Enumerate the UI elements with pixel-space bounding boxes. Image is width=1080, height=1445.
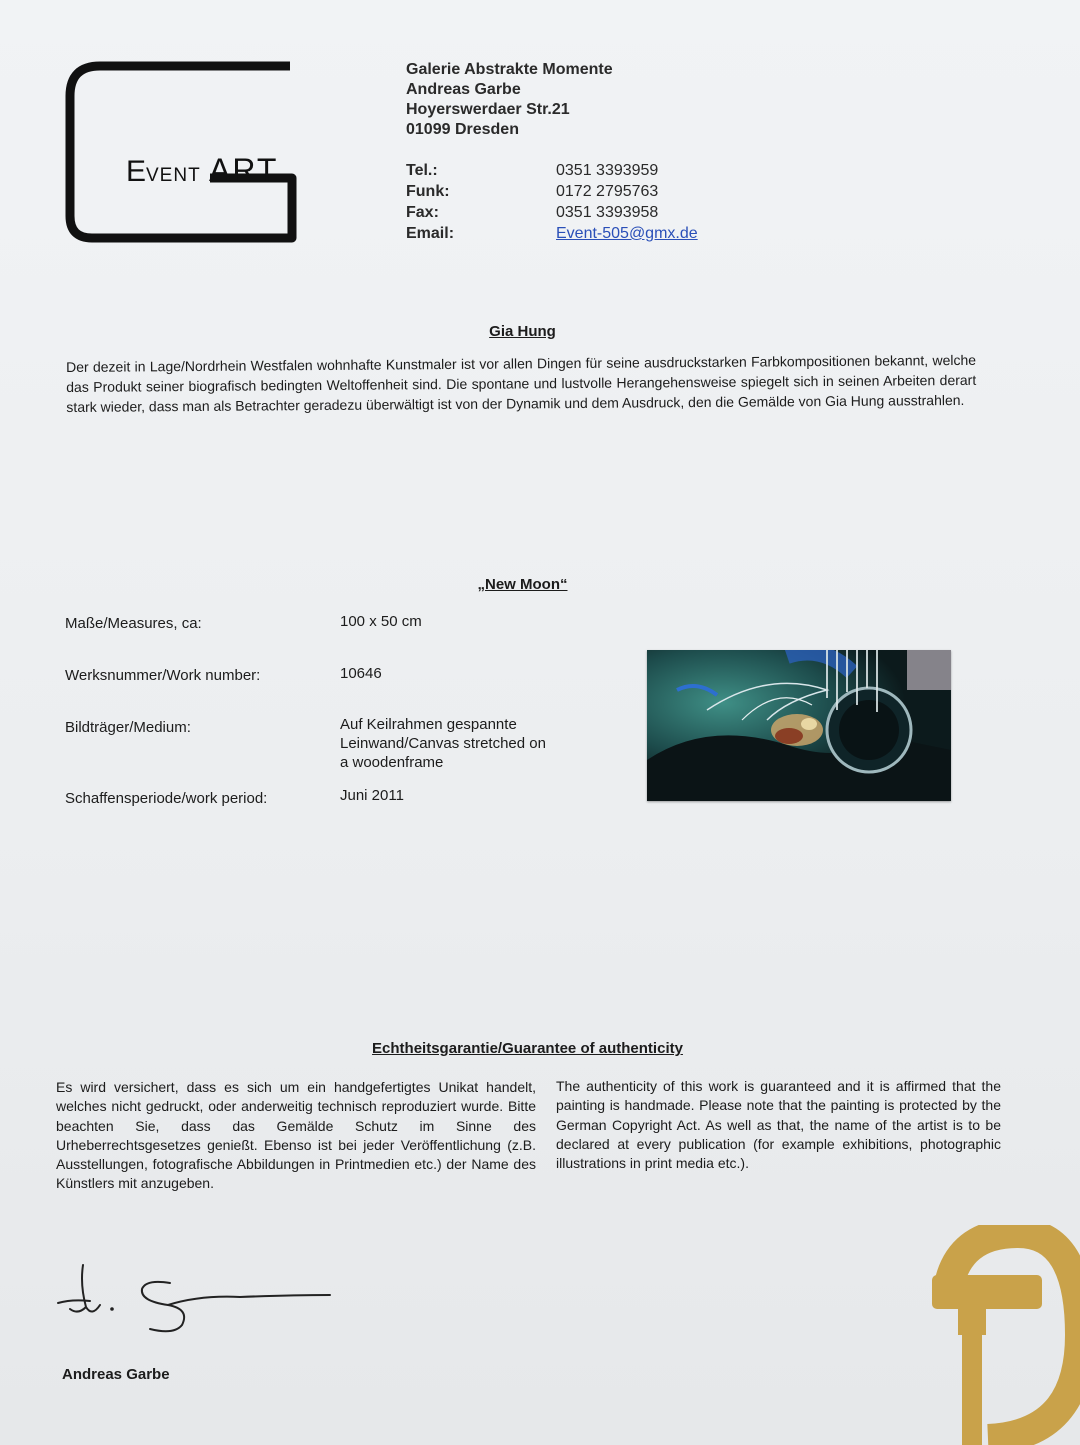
email-link[interactable]: Event-505@gmx.de xyxy=(556,225,698,242)
measures-value: 100 x 50 cm xyxy=(340,613,422,630)
signer-name: Andreas Garbe xyxy=(62,1366,170,1383)
gallery-name: Galerie Abstrakte Momente xyxy=(406,61,613,78)
contact-row-tel xyxy=(406,160,698,181)
handwritten-signature xyxy=(50,1255,350,1345)
measures-label: Maße/Measures, ca: xyxy=(65,615,202,632)
guarantee-text-english: The authenticity of this work is guaranteed and it is affirmed that the painting is handmade. Please note that the painting is protected by the German Copyright Act. As well as that, the name of the artist is to be declared at every publication (for example exhibitions, photographic illustrations in print media etc.). xyxy=(556,1078,1001,1172)
work-title: „New Moon“ xyxy=(477,576,568,593)
contact-row-funk xyxy=(406,181,698,202)
guarantee-text-german: Es wird versichert, dass es sich um ein handgefertigtes Unikat handelt, welches nicht gedruckt, oder anderweitig technisch reproduziert wurde. Bitte beachten Sie, dass das Gemälde Schutz im Sinne des Urheberrechtsgesetzes genießt. Ebenso ist bei jeder Veröffentlichung (z.B. Ausstellungen, fotografische Abbildungen in Printmedien etc.) der Name des Künstlers mit anzugeben. xyxy=(56,1079,536,1192)
auction-hammer-stamp-icon xyxy=(918,1225,1080,1445)
contact-row-email xyxy=(406,223,698,244)
medium-label: Bildträger/Medium: xyxy=(65,719,191,736)
guarantee-heading: Echtheitsgarantie/Guarantee of authenticity xyxy=(372,1040,683,1057)
svg-text:ART: ART xyxy=(209,152,279,188)
work-period-label: Schaffensperiode/work period: xyxy=(65,790,268,807)
work-number-value: 10646 xyxy=(340,665,382,682)
fax-value: 0351 3393958 xyxy=(556,204,659,221)
funk-label: Funk: xyxy=(406,183,450,200)
painting-image xyxy=(647,650,951,801)
contact-row-fax xyxy=(406,202,698,223)
work-period-value: Juni 2011 xyxy=(340,787,404,804)
tel-value: 0351 3393959 xyxy=(556,162,659,179)
owner-name: Andreas Garbe xyxy=(406,81,521,98)
medium-line-1: Auf Keilrahmen gespannte xyxy=(340,716,517,733)
email-label: Email: xyxy=(406,225,455,242)
svg-text:VENT: VENT xyxy=(146,165,201,186)
work-number-label: Werksnummer/Work number: xyxy=(65,667,261,684)
artist-name-heading: Gia Hung xyxy=(489,323,556,340)
artist-bio: Der dezeit in Lage/Nordrhein Westfalen wohnhafte Kunstmaler ist vor allen Dingen für seine ausdruckstarken Farbkompositionen bekannt, welche das Produkt seiner biografisch bedingten Weltoffenheit sind. Die spontane und lustvolle Herangehensweise spiegelt sich in seinen Arbeiten derart stark wieder, dass man als Betrachter geradezu überwältigt ist von der Dynamik und dem Ausdruck, den die Gemälde von Gia Hung ausstrahlen. xyxy=(66,351,977,415)
street-address: Hoyerswerdaer Str.21 xyxy=(406,101,570,118)
medium-line-2: Leinwand/Canvas stretched on xyxy=(340,735,546,752)
funk-value: 0172 2795763 xyxy=(556,183,659,200)
city-address: 01099 Dresden xyxy=(406,121,519,138)
contact-block xyxy=(406,160,698,244)
eventart-logo xyxy=(62,60,342,250)
medium-line-3: a woodenframe xyxy=(340,754,444,771)
svg-text:E: E xyxy=(126,155,148,188)
tel-label: Tel.: xyxy=(406,162,438,179)
fax-label: Fax: xyxy=(406,204,439,221)
letterhead xyxy=(406,60,613,140)
